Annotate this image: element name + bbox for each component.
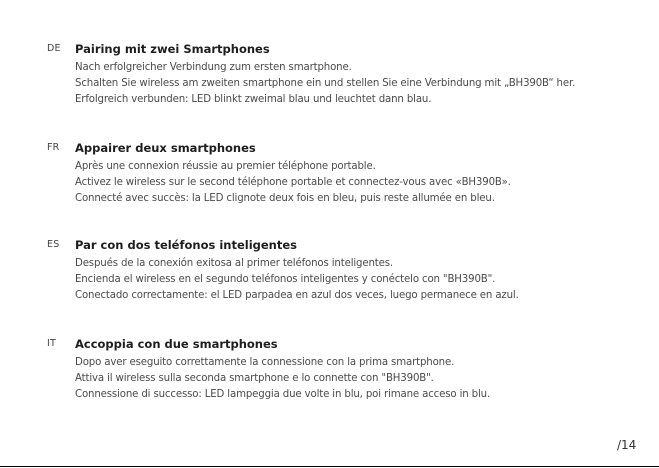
section-body xyxy=(75,355,650,403)
section-body xyxy=(75,60,650,108)
body-line: Attiva il wireless sulla seconda smartphone e lo connette con "BH390B". xyxy=(75,373,434,384)
language-code: FR xyxy=(47,142,60,153)
body-line: Nach erfolgreicher Verbindung zum ersten smartphone. xyxy=(75,62,352,73)
body-line: Connessione di successo: LED lampeggia due volte in blu, poi rimane acceso in blu. xyxy=(75,389,491,400)
section-title: Accoppia con due smartphones xyxy=(75,337,278,351)
language-code: ES xyxy=(47,239,60,250)
body-line: Erfolgreich verbunden: LED blinkt zweimal blau und leuchtet dann blau. xyxy=(75,94,432,105)
body-line: Schalten Sie wireless am zweiten smartphone ein und stellen Sie eine Verbindung mit „BH390B“ her. xyxy=(75,78,576,89)
body-line: Conectado correctamente: el LED parpadea en azul dos veces, luego permanece en azul. xyxy=(75,290,519,301)
page-number: /14 xyxy=(617,438,637,452)
body-line: Après une connexion réussie au premier téléphone portable. xyxy=(75,161,376,172)
body-line: Encienda el wireless en el segundo teléfonos inteligentes y conéctelo con "BH390B". xyxy=(75,274,496,285)
language-code: IT xyxy=(47,338,57,349)
body-line: Después de la conexión exitosa al primer teléfonos inteligentes. xyxy=(75,258,394,269)
section-title: Pairing mit zwei Smartphones xyxy=(75,42,270,56)
section-body xyxy=(75,256,650,304)
section-title: Appairer deux smartphones xyxy=(75,141,256,155)
language-code: DE xyxy=(47,43,61,54)
section-body xyxy=(75,159,650,207)
body-line: Connecté avec succès: la LED clignote deux fois en bleu, puis reste allumée en bleu. xyxy=(75,193,495,204)
body-line: Activez le wireless sur le second téléphone portable et connectez-vous avec «BH390B». xyxy=(75,177,511,188)
section-title: Par con dos teléfonos inteligentes xyxy=(75,238,297,252)
body-line: Dopo aver eseguito correttamente la connessione con la prima smartphone. xyxy=(75,357,455,368)
bottom-divider xyxy=(0,466,659,467)
